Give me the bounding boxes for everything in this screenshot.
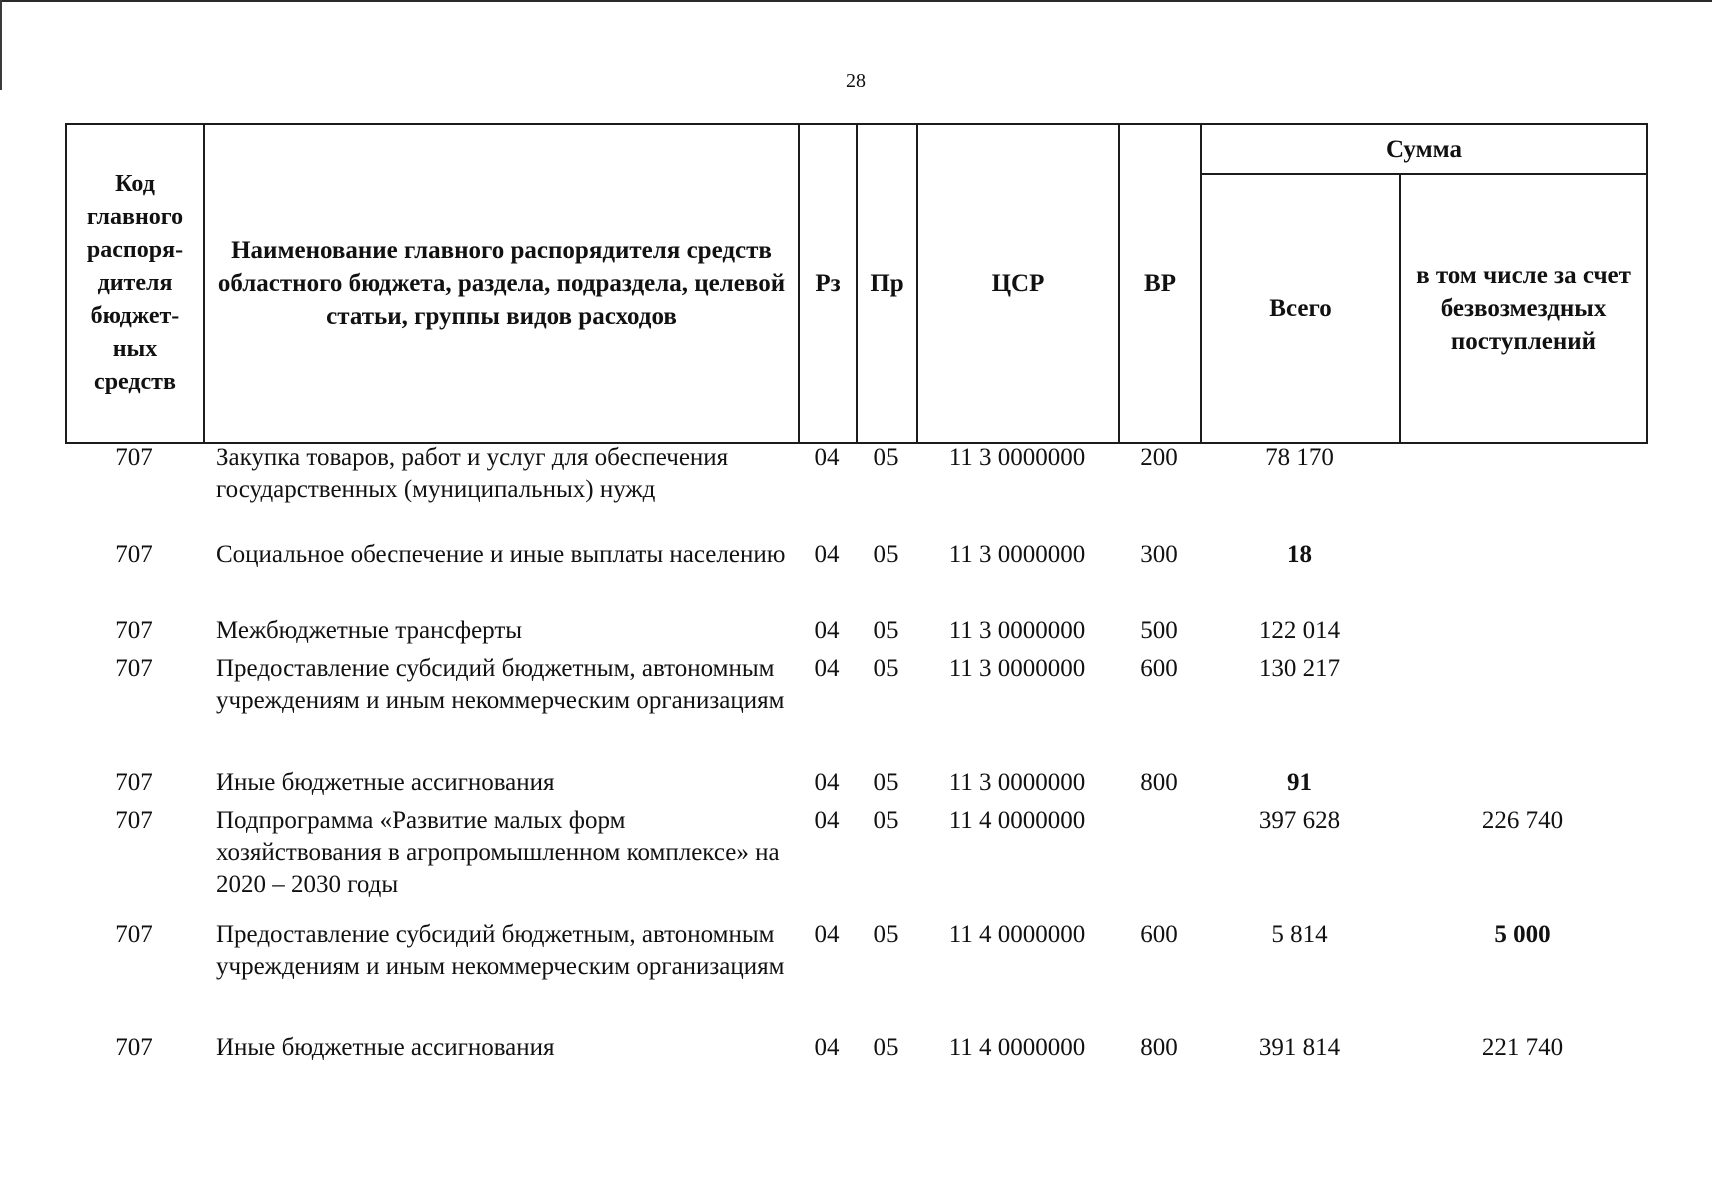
cell-pr: 05 (873, 769, 899, 796)
cell-total: 91 (1287, 769, 1312, 796)
cell-code: 707 (115, 655, 153, 682)
cell-total: 397 628 (1258, 807, 1341, 834)
cell-total: 130 217 (1258, 655, 1341, 682)
header-total: Всего (1201, 174, 1400, 443)
cell-rz: 04 (814, 444, 840, 471)
cell-rz: 04 (814, 769, 840, 796)
cell-csr: 11 4 0000000 (948, 1034, 1086, 1061)
cell-rz: 04 (814, 617, 840, 644)
cell-name: Подпрограмма «Развитие малых форм хозяйствования в агропромышленном комплексе» на 2020 – 2030 годы (216, 807, 780, 898)
scan-edge-top (0, 0, 1712, 2)
cell-free: 5 000 (1494, 921, 1551, 948)
cell-name: Иные бюджетные ассигнования (216, 1034, 555, 1061)
cell-rz: 04 (814, 655, 840, 682)
cell-name: Межбюджетные трансферты (216, 617, 523, 644)
header-free: в том числе за счет безвозмездных поступлений (1400, 174, 1647, 443)
cell-vr: 200 (1140, 444, 1178, 471)
cell-csr: 11 3 0000000 (948, 655, 1086, 682)
cell-csr: 11 3 0000000 (948, 444, 1086, 471)
cell-csr: 11 3 0000000 (948, 541, 1086, 568)
cell-code: 707 (115, 541, 153, 568)
cell-total: 122 014 (1258, 617, 1341, 644)
cell-total: 391 814 (1258, 1034, 1341, 1061)
cell-rz: 04 (814, 1034, 840, 1061)
header-csr: ЦСР (917, 124, 1119, 443)
cell-vr: 800 (1140, 1034, 1178, 1061)
cell-name: Иные бюджетные ассигнования (216, 769, 555, 796)
cell-pr: 05 (873, 807, 899, 834)
cell-code: 707 (115, 921, 153, 948)
header-name: Наименование главного распорядителя средств областного бюджета, раздела, подраздела, целевой статьи, группы видов расходов (204, 124, 799, 443)
cell-name: Социальное обеспечение и иные выплаты населению (216, 541, 786, 568)
cell-rz: 04 (814, 921, 840, 948)
page-number: 28 (846, 70, 866, 92)
cell-csr: 11 4 0000000 (948, 807, 1086, 834)
header-vr: ВР (1119, 124, 1201, 443)
cell-pr: 05 (873, 655, 899, 682)
cell-code: 707 (115, 1034, 153, 1061)
cell-vr: 500 (1140, 617, 1178, 644)
cell-csr: 11 4 0000000 (948, 921, 1086, 948)
cell-total: 78 170 (1265, 444, 1334, 471)
cell-vr: 600 (1140, 921, 1178, 948)
cell-csr: 11 3 0000000 (948, 617, 1086, 644)
header-sum: Сумма (1201, 124, 1647, 174)
cell-pr: 05 (873, 617, 899, 644)
cell-code: 707 (115, 444, 153, 471)
cell-pr: 05 (873, 444, 899, 471)
cell-total: 18 (1287, 541, 1312, 568)
header-pr: Пр (857, 124, 917, 443)
cell-total: 5 814 (1271, 921, 1328, 948)
cell-name: Предоставление субсидий бюджетным, автономным учреждениям и иным некоммерческим организациям (216, 655, 785, 714)
cell-code: 707 (115, 769, 153, 796)
cell-vr: 800 (1140, 769, 1178, 796)
cell-pr: 05 (873, 541, 899, 568)
header-rz: Рз (799, 124, 857, 443)
cell-name: Закупка товаров, работ и услуг для обеспечения государственных (муниципальных) нужд (216, 444, 729, 503)
cell-vr: 300 (1140, 541, 1178, 568)
table-header (65, 123, 1648, 444)
cell-vr: 600 (1140, 655, 1178, 682)
cell-code: 707 (115, 807, 153, 834)
cell-csr: 11 3 0000000 (948, 769, 1086, 796)
cell-code: 707 (115, 617, 153, 644)
cell-free: 221 740 (1481, 1034, 1564, 1061)
header-code: Код главного распоря- дителя бюджет- ных средств (66, 124, 204, 443)
cell-rz: 04 (814, 541, 840, 568)
cell-free: 226 740 (1481, 807, 1564, 834)
cell-pr: 05 (873, 1034, 899, 1061)
cell-pr: 05 (873, 921, 899, 948)
cell-rz: 04 (814, 807, 840, 834)
cell-name: Предоставление субсидий бюджетным, автономным учреждениям и иным некоммерческим организациям (216, 921, 785, 980)
